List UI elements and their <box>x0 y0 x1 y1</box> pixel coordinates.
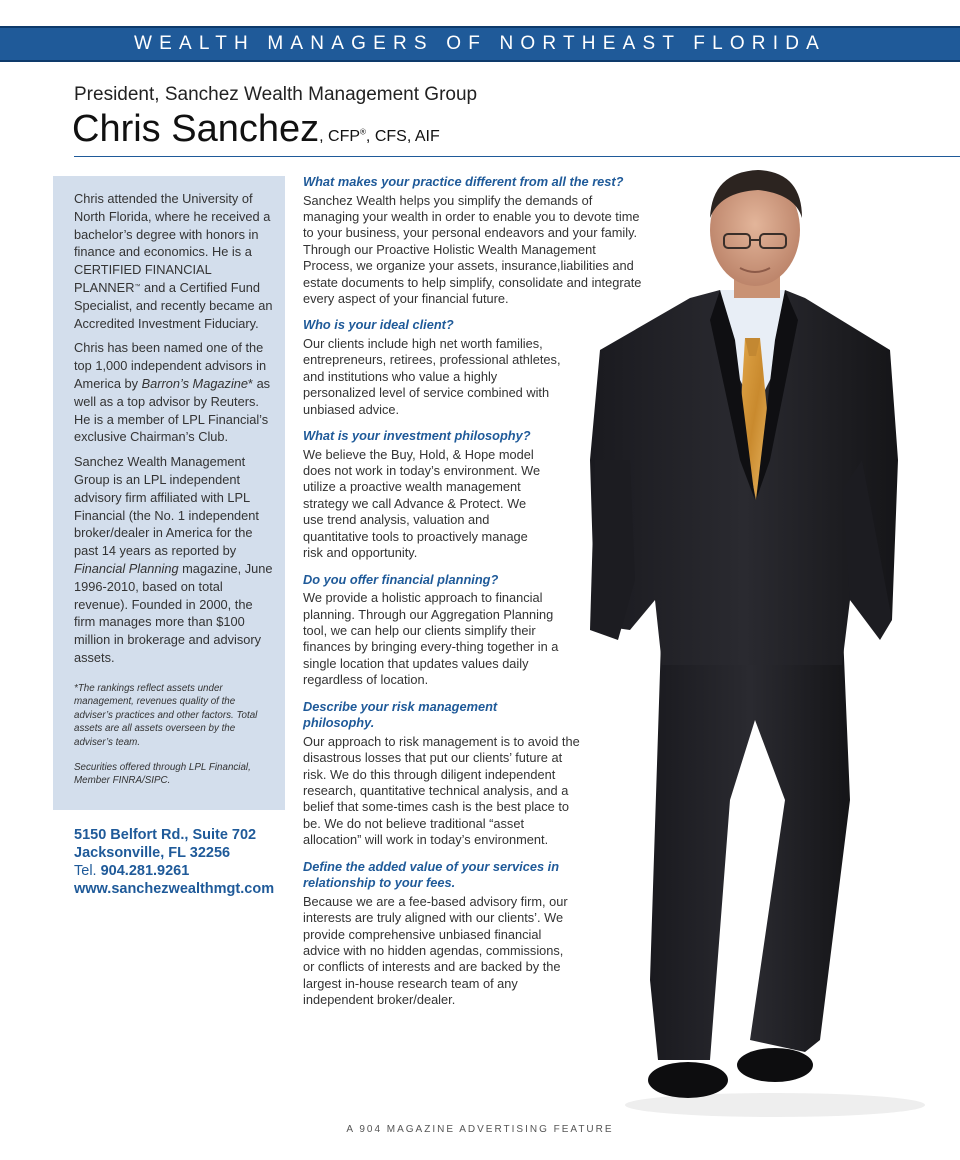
person-name: Chris Sanchez <box>72 108 320 150</box>
address-line-1: 5150 Belfort Rd., Suite 702 <box>74 827 257 843</box>
disclaimer-securities: Securities offered through LPL Financial, Member FINRA/SIPC. <box>74 762 251 787</box>
question: Describe your risk management philosophy. <box>303 698 498 731</box>
disclaimer <box>74 682 270 800</box>
answer: We provide a holistic approach to financial planning. Through our Aggregation Planning tool, we can help our clients simplify their finances by bringing every-thing together in a single location that updates values daily regardless of location. <box>303 590 559 688</box>
phone <box>74 862 289 880</box>
bio-paragraph: Sanchez Wealth Management Group is an LPL independent advisory firm affiliated with LPL Financial (the No. 1 independent broker/dealer in America for the past 14 years as reported by Financial Planning magazine, June 1996-2010, based on total revenue). Founded in 2000, the firm manages more than $100 million in brokerage and advisory assets. <box>74 454 273 665</box>
header-divider <box>74 156 960 157</box>
phone-label: Tel. <box>74 863 97 879</box>
phone-number: 904.281.9261 <box>100 863 190 879</box>
answer: Sanchez Wealth helps you simplify the demands of managing your wealth in order to enable you to devote time to your business, your personal endeavors and your family. Through our Proactive Holistic Wealth Management Process, we organize your assets, insurance,liabilities and estate documents to help simplify, consolidate and integrate every aspect of your financial future. <box>303 192 642 307</box>
header-banner <box>0 26 960 62</box>
bio-text <box>74 190 274 674</box>
contact-info <box>74 826 289 898</box>
answer: Because we are a fee-based advisory firm, our interests are truly aligned with our clients’. We provide comprehensive unbiased financial advice with no hidden agendas, commissions, or conflicts of interests and are backed by the largest in-house research team of any independent broker/dealer. <box>303 893 568 1008</box>
credentials: , CFP®, CFS, AIF <box>319 127 440 145</box>
question: Do you offer financial planning? <box>303 571 499 587</box>
website-link[interactable]: www.sanchezwealthmgt.com <box>74 881 275 897</box>
qa-column <box>303 174 643 1019</box>
answer: Our clients include high net worth families, entrepreneurs, retirees, professional athletes, and institutions who value a highly personalized level of service combined with unbiased advice. <box>303 336 561 417</box>
answer: We believe the Buy, Hold, & Hope model does not work in today’s environment. We utilize a proactive wealth management strategy we call Advance & Protect. We use trend analysis, valuation and quantitative tools to proactively manage risk and opportunity. <box>303 446 541 561</box>
answer: Our approach to risk management is to avoid the disastrous losses that put our clients’ future at risk. We do this through diligent independent research, quantitative technical analysis, and a belief that some-times cash is the best place to be. We do not believe traditional “asset allocation” will work in today’s environment. <box>303 733 580 848</box>
question: What makes your practice different from all the rest? <box>303 174 624 189</box>
disclaimer-rankings: *The rankings reflect assets under management, revenues quality of the adviser’s practices and other factors. Total assets are all assets overseen by the adviser’s team. <box>74 683 258 748</box>
bio-paragraph: Chris has been named one of the top 1,000 independent advisors in America by Barron’s Magazine* as well as a top advisor by Reuters. He is a member of LPL Financial’s exclusive Chairman’s Club. <box>74 340 271 445</box>
person-name-heading <box>72 108 440 151</box>
bio-paragraph: Chris attended the University of North Florida, where he received a bachelor’s degree with honors in finance and economics. He is a CERTIFIED FINANCIAL PLANNER™ and a Certified Fund Specialist, and recently became an Accredited Investment Fiduciary. <box>74 191 273 331</box>
question: Who is your ideal client? <box>303 317 454 333</box>
address-line-2: Jacksonville, FL 32256 <box>74 845 231 861</box>
job-title: President, Sanchez Wealth Management Group <box>74 84 478 105</box>
question: Define the added value of your services in relationship to your fees. <box>303 858 560 891</box>
question: What is your investment philosophy? <box>303 428 531 444</box>
banner-title: WEALTH MANAGERS OF NORTHEAST FLORIDA <box>133 33 827 54</box>
footer-feature-label: A 904 MAGAZINE ADVERTISING FEATURE <box>346 1124 614 1135</box>
